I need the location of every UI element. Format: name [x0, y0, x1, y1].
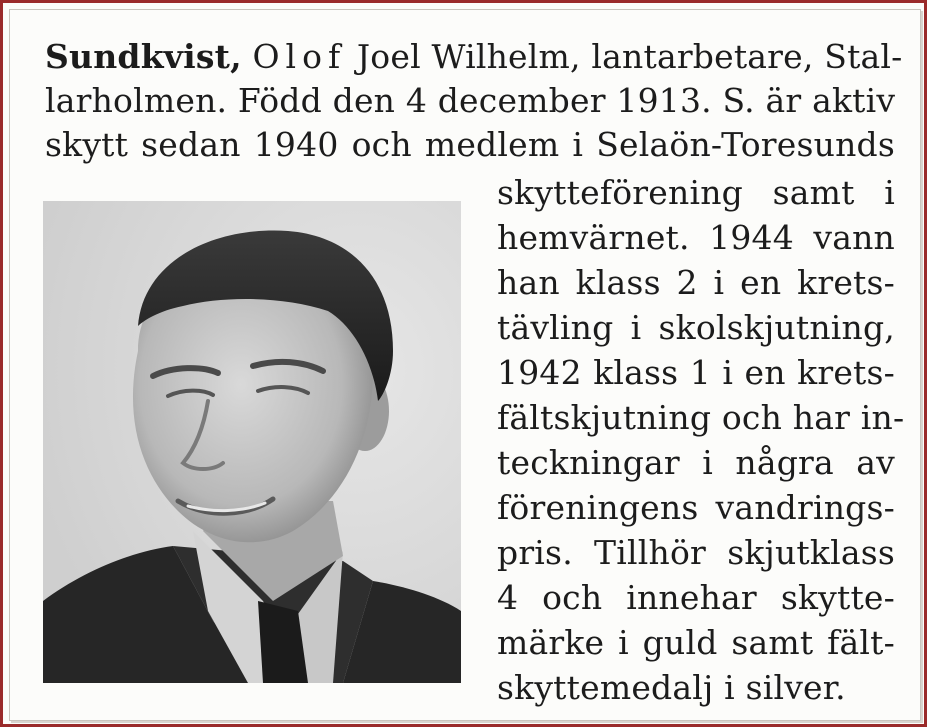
entry-line: larholmen. Född den 4 december 1913. S. är aktiv [45, 81, 896, 120]
entry-line: skytt sedan 1940 och medlem i Selaön-Toresunds [45, 125, 895, 164]
entry-line: hemvärnet. 1944 vann [497, 218, 895, 257]
entry-line: 4 och innehar skytte- [497, 578, 895, 617]
entry-line: skytteförening samt i [497, 173, 895, 212]
portrait-photo [43, 201, 461, 683]
entry-line: föreningens vandrings- [497, 488, 895, 527]
entry-line: tävling i skolskjutning, [497, 308, 895, 347]
entry-line: han klass 2 i en krets- [497, 263, 895, 302]
entry-line: skyttemedalj i silver. [497, 668, 846, 707]
portrait-illustration [43, 201, 461, 683]
entry-line: märke i guld samt fält- [497, 623, 895, 662]
entry-line: 1942 klass 1 i en krets- [497, 353, 895, 392]
entry-first-line-rest: Joel Wilhelm, lantarbetare, Stal- [346, 37, 903, 76]
entry-line: fältskjutning och har in- [497, 398, 905, 437]
entry-surname: Sundkvist, [45, 37, 242, 76]
entry-given-name: Olof [252, 37, 347, 76]
entry-line: pris. Tillhör skjutklass [497, 533, 895, 572]
entry-first-line [45, 37, 903, 77]
entry-line: teckningar i några av [497, 443, 895, 482]
